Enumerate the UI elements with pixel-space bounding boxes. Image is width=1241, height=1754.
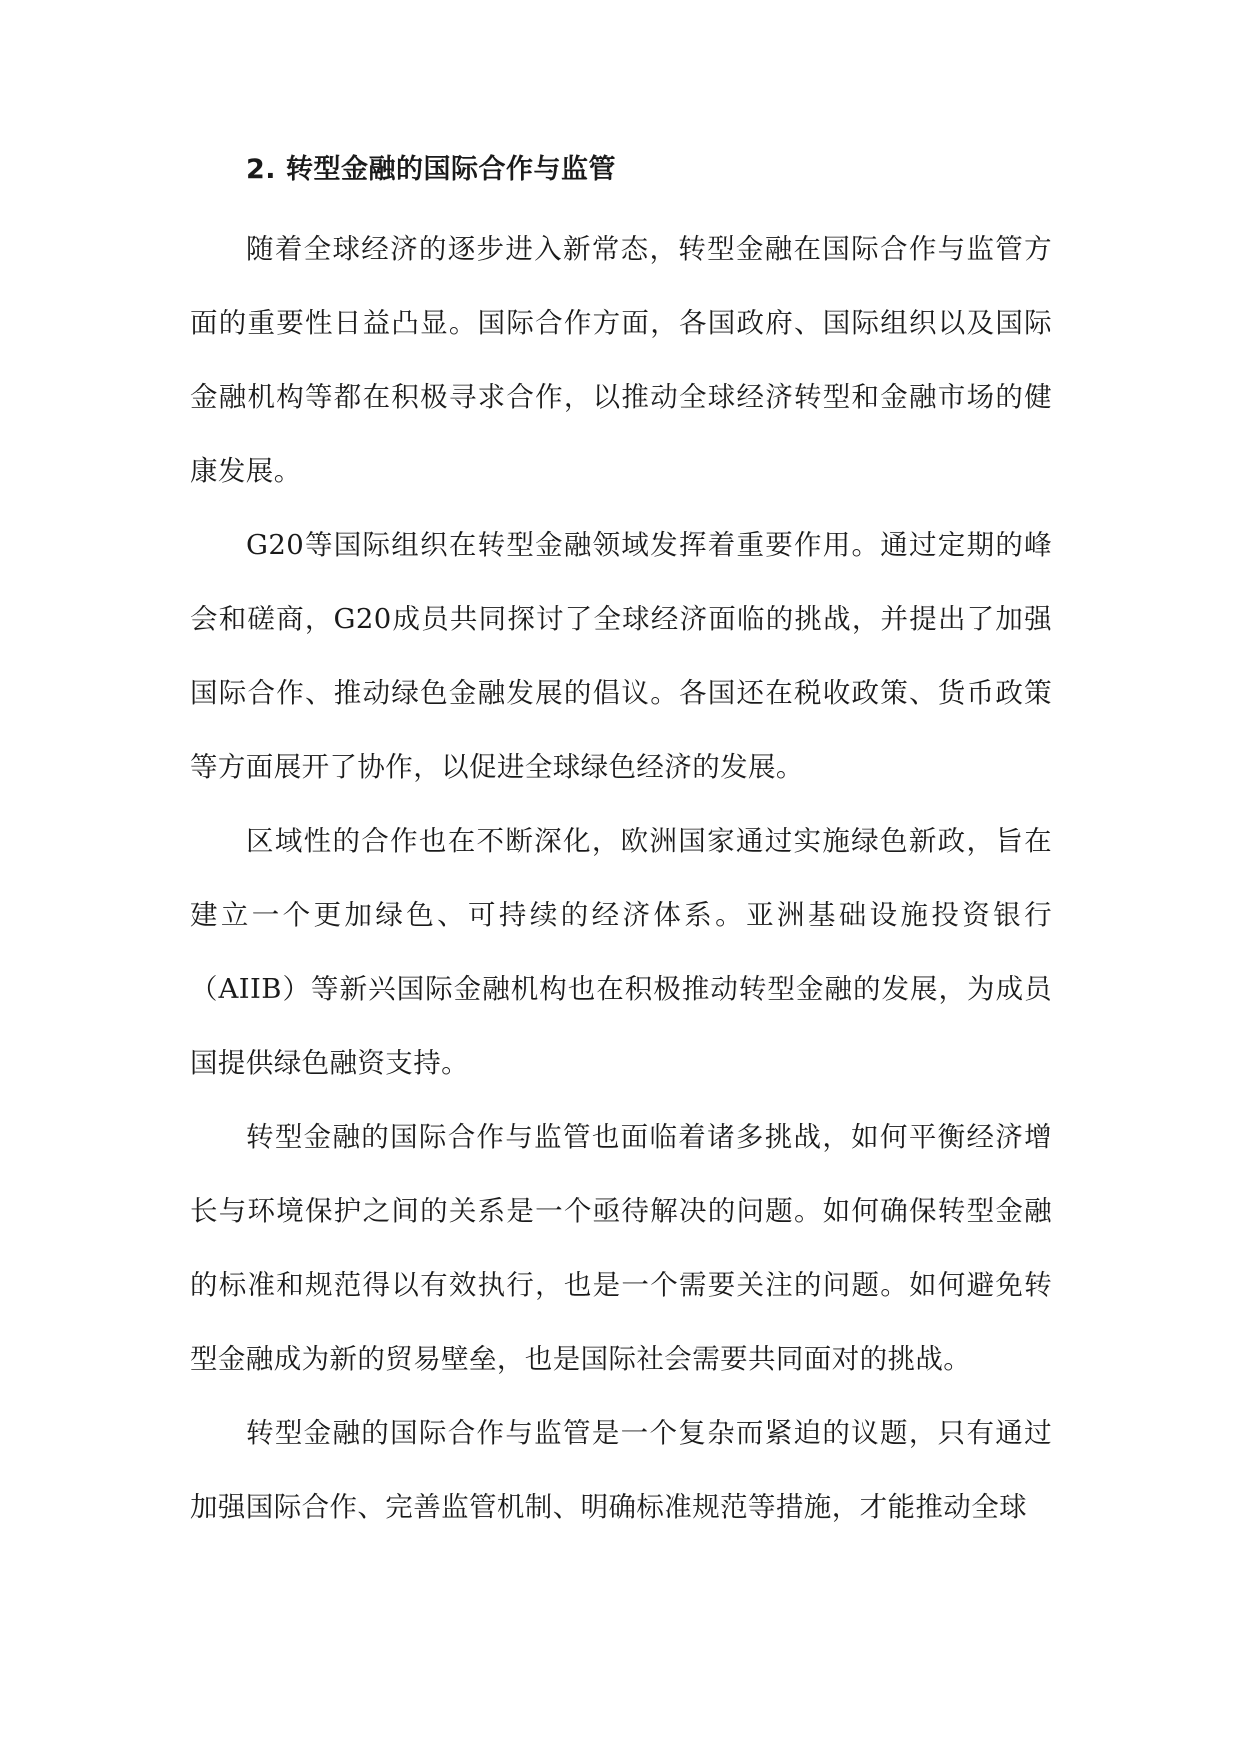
section-heading: 2. 转型金融的国际合作与监管 xyxy=(246,154,616,185)
paragraph-new-normal: 随着全球经济的逐步进入新常态，转型金融在国际合作与监管方面的重要性日益凸显。国际合作方面，各国政府、国际组织以及国际金融机构等都在积极寻求合作，以推动全球经济转型和金融市场的健康发展。 xyxy=(190,233,1052,487)
paragraph-challenges: 转型金融的国际合作与监管也面临着诸多挑战，如何平衡经济增长与环境保护之间的关系是一个亟待解决的问题。如何确保转型金融的标准和规范得以有效执行，也是一个需要关注的问题。如何避免转型金融成为新的贸易壁垒，也是国际社会需要共同面对的挑战。 xyxy=(190,1121,1052,1375)
paragraph-conclusion: 转型金融的国际合作与监管是一个复杂而紧迫的议题，只有通过加强国际合作、完善监管机制、明确标准规范等措施，才能推动全球 xyxy=(190,1417,1052,1523)
document-body xyxy=(190,140,1052,1544)
paragraph-regional-cooperation: 区域性的合作也在不断深化，欧洲国家通过实施绿色新政，旨在建立一个更加绿色、可持续的经济体系。亚洲基础设施投资银行（AIIB）等新兴国际金融机构也在积极推动转型金融的发展，为成员国提供绿色融资支持。 xyxy=(190,825,1052,1079)
paragraph-g20: G20等国际组织在转型金融领域发挥着重要作用。通过定期的峰会和磋商，G20成员共同探讨了全球经济面临的挑战，并提出了加强国际合作、推动绿色金融发展的倡议。各国还在税收政策、货币政策等方面展开了协作，以促进全球绿色经济的发展。 xyxy=(190,529,1052,783)
